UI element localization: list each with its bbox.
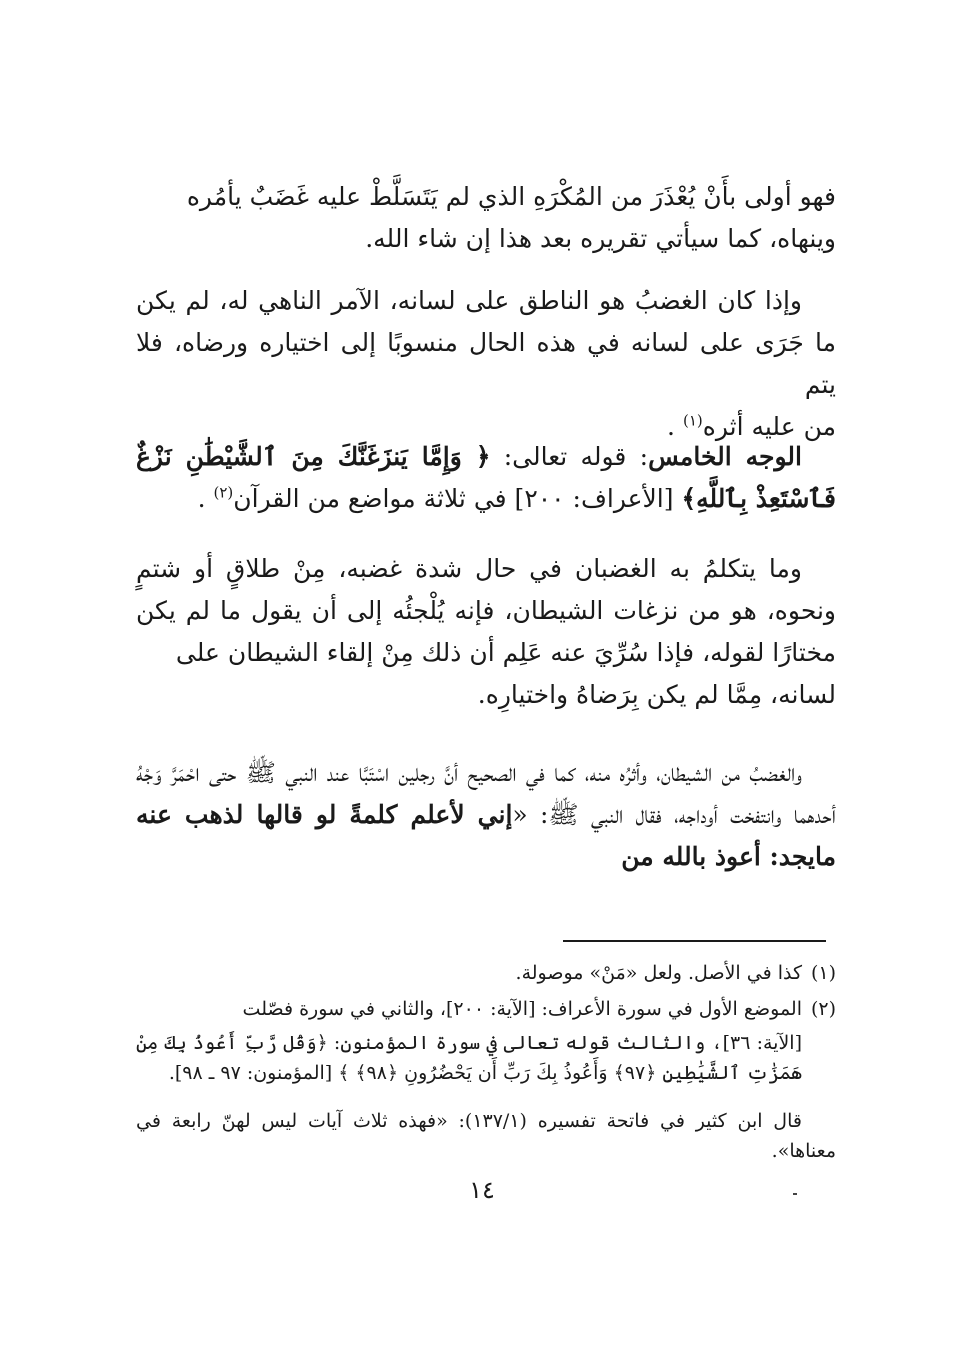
footnote-2-line-2: [الآية: ٣٦]، والثالث قوله تعالى في سورة المؤمنون: ﴿وَقُل رَّبِّ أَعُوذُ بِكَ مِنْ xyxy=(136,1032,802,1054)
quran-verse-part-1: ﴿ وَإِمَّا يَنزَغَنَّكَ مِنَ ٱلشَّيْطَٰنِ نَزْغٌ xyxy=(136,442,491,471)
paragraph-2: وإذا كان الغضبُ هو الناطق على لسانه، الآمر الناهي له، لم يكن ما جَرَى على لسانه في هذه الحال منسوبًا إلى اختياره ورضاه، فلا يتم من عليه أثره$^{(١)}$ . xyxy=(136,286,836,441)
p5-line-1: والغضبُ من الشيطان، وأثرُه منه، كما في الصحيح أنَّ رجلين xyxy=(398,758,802,787)
footnote-2 xyxy=(136,994,836,1024)
p1-line-1: فهو أولى بأَنْ يُعْذَرَ من المُكْرَهِ الذي لم يَتَسَلَّطْ عليه غَضَبٌ يأمُره xyxy=(186,182,836,211)
footnote-1-number: (١) xyxy=(810,962,836,984)
p2-line-3: من عليه أثره xyxy=(702,412,836,441)
footnote-separator xyxy=(563,940,826,942)
p3-lead: : قوله تعالى: xyxy=(490,442,649,471)
paragraph-1 xyxy=(136,176,836,260)
paragraph-3: الوجه الخامس: قوله تعالى: ﴿ وَإِمَّا يَنزَغَنَّكَ مِنَ ٱلشَّيْطَٰنِ نَزْغٌ فَٱسْتَعِذْ بِٱللَّهِ﴾ [الأعراف: ٢٠٠] في ثلاثة مواضع من القرآن$^{(٢)}$ . xyxy=(136,442,836,513)
footnote-1-text: كذا في الأصل. ولعل «مَنْ» موصولة. xyxy=(515,962,802,984)
scan-speck xyxy=(793,1193,797,1195)
quran-verse-part-2: فَٱسْتَعِذْ بِٱللَّهِ﴾ xyxy=(681,484,836,513)
p4-line-2: ونحوه، هو من نزغات الشيطان، فإنه يُلْجئُه إلى أن يقول ما لم يكن xyxy=(136,596,836,625)
verse-reference: [الأعراف: ٢٠٠] في ثلاثة مواضع من القرآن xyxy=(233,484,682,513)
footnote-1 xyxy=(136,958,836,988)
footnote-2-line-5: رابعة في معناها». xyxy=(136,1110,836,1162)
paragraph-5 xyxy=(136,752,836,878)
footnote-2-line-3: هَمَزَٰتِ ٱلشَّيَٰطِينِ ﴿٩٧﴾ وَأَعُوذُ بِكَ رَبِّ أَن يَحْضُرُونِ ﴿٩٨﴾ ﴾ [المؤمنون: ٩٧ ـ ٩٨]. xyxy=(168,1062,802,1084)
page-number: ١٤ xyxy=(469,1176,495,1204)
p2-line-2: ما جَرَى على لسانه في هذه الحال منسوبًا إلى اختياره ورضاه، فلا يتم xyxy=(136,328,836,399)
p4-line-3: مختارًا لقوله، فإذا سُرِّيَ عنه عَلِم أن ذلك مِنْ إلقاء الشيطان على xyxy=(175,638,836,667)
section-label: الوجه الخامس xyxy=(648,442,802,471)
footnote-ref-2[interactable]: (٢) xyxy=(213,483,234,502)
footnote-2-number: (٢) xyxy=(810,998,836,1020)
p1-line-2: وينهاه، كما سيأتي تقريره بعد هذا إن شاء الله. xyxy=(365,224,836,253)
p4-line-4: لسانه، مِمَّا لم يكن بِرَضاهُ واختيارِه. xyxy=(477,680,836,709)
footnote-ref-1[interactable]: (١) xyxy=(682,411,703,430)
footnote-2-line-4: قال ابن كثير في فاتحة تفسيره (١٣٧/١): «فهذه ثلاث آيات ليس لهنّ xyxy=(221,1110,802,1132)
footnote-2-continuation xyxy=(136,1028,836,1088)
footnote-2-quote xyxy=(136,1106,836,1166)
p5-line-3-plain: النبي ﷺ: « xyxy=(512,800,624,829)
p4-line-1: وما يتكلمُ به الغضبان في حال شدة غضبه، مِنْ طلاقٍ أو شتمٍ xyxy=(136,554,802,583)
p2-line-1: وإذا كان الغضبُ هو الناطق على لسانه، الآمر الناهي له، لم يكن xyxy=(136,286,802,315)
footnote-2-line-1: الموضع الأول في سورة الأعراف: [الآية: ٢٠٠]، والثاني في سورة فصّلت xyxy=(242,998,802,1020)
hadith-quote: إني لأعلم كلمةً لو قالها لذهب عنه مايجد: أعوذ بالله من xyxy=(136,800,836,871)
paragraph-4 xyxy=(136,548,836,716)
p5-line-2: اسْتَبَّا عند النبي ﷺ حتى احْمَرَّ وَجْهُ أحدهما وانتفخت أوداجه، فقال xyxy=(136,758,836,829)
